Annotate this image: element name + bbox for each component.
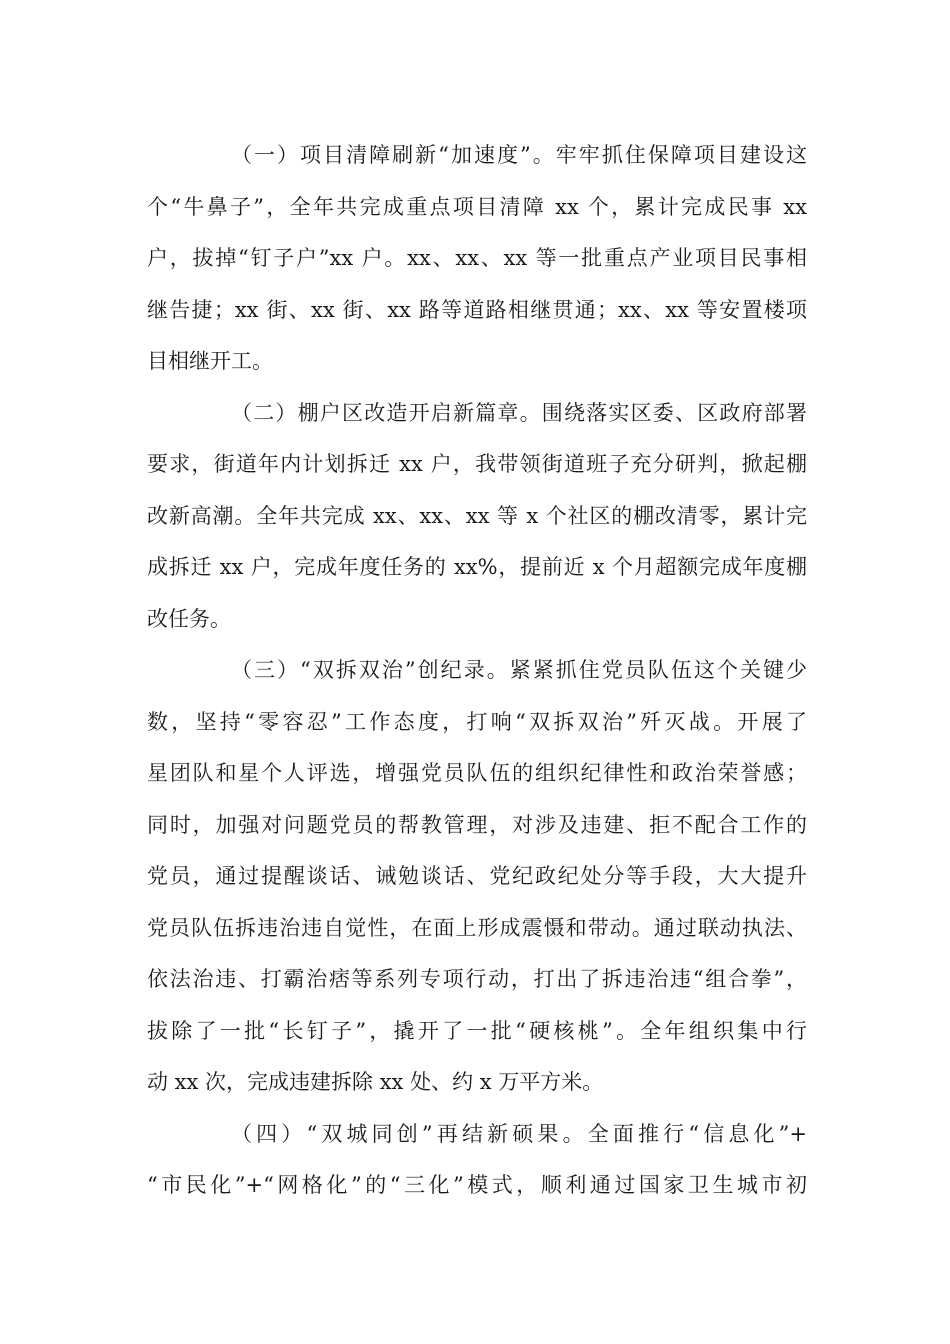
text-line: 党员队伍拆违治违自觉性，在面上形成震慑和带动。通过联动执法、 (147, 915, 807, 940)
text-line: 改新高潮。全年共完成 xx、xx、xx 等 x 个社区的棚改清零，累计完 (147, 503, 807, 528)
text-line: 拔除了一批“长钉子”，撬开了一批“硬核桃”。全年组织集中行 (147, 1018, 807, 1043)
text-line: 继告捷；xx 街、xx 街、xx 路等道路相继贯通；xx、xx 等安置楼项 (147, 297, 807, 322)
text-line: 动 xx 次，完成违建拆除 xx 处、约 x 万平方米。 (147, 1070, 604, 1094)
text-line: 星团队和星个人评选，增强党员队伍的组织纪律性和政治荣誉感； (147, 761, 807, 785)
text-line: 户，拔掉“钉子户”xx 户。xx、xx、xx 等一批重点产业项目民事相 (147, 246, 807, 270)
text-line: 党员，通过提醒谈话、诫勉谈话、党纪政纪处分等手段，大大提升 (147, 864, 807, 888)
text-line: 数，坚持“零容忍”工作态度，打响“双拆双治”歼灭战。开展了 (147, 709, 807, 734)
text-line: 同时，加强对问题党员的帮教管理，对涉及违建、拒不配合工作的 (147, 812, 807, 837)
text-line: 要求，街道年内计划拆迁 xx 户，我带领街道班子充分研判，掀起棚 (147, 452, 807, 476)
text-line: （三）“双拆双治”创纪录。紧紧抓住党员队伍这个关键少 (231, 658, 807, 682)
text-line: 目相继开工。 (147, 349, 273, 373)
paragraph-3 (147, 645, 807, 1109)
paragraph-4 (147, 1109, 807, 1212)
paragraph-1 (147, 130, 807, 388)
text-line: （四）“双城同创”再结新硕果。全面推行“信息化”+ (231, 1121, 807, 1146)
text-line: “市民化”+“网格化”的“三化”模式，顺利通过国家卫生城市初 (147, 1173, 807, 1197)
text-line: （一）项目清障刷新“加速度”。牢牢抓住保障项目建设这 (231, 143, 807, 167)
paragraph-2 (147, 388, 807, 646)
text-line: 成拆迁 xx 户，完成年度任务的 xx%，提前近 x 个月超额完成年度棚 (147, 555, 807, 579)
document-body (147, 130, 807, 1212)
text-line: 个“牛鼻子”，全年共完成重点项目清障 xx 个，累计完成民事 xx (147, 194, 807, 219)
text-line: （二）棚户区改造开启新篇章。围绕落实区委、区政府部署 (231, 400, 807, 425)
text-line: 改任务。 (147, 606, 231, 631)
text-line: 依法治违、打霸治痞等系列专项行动，打出了拆违治违“组合拳”， (147, 967, 807, 991)
